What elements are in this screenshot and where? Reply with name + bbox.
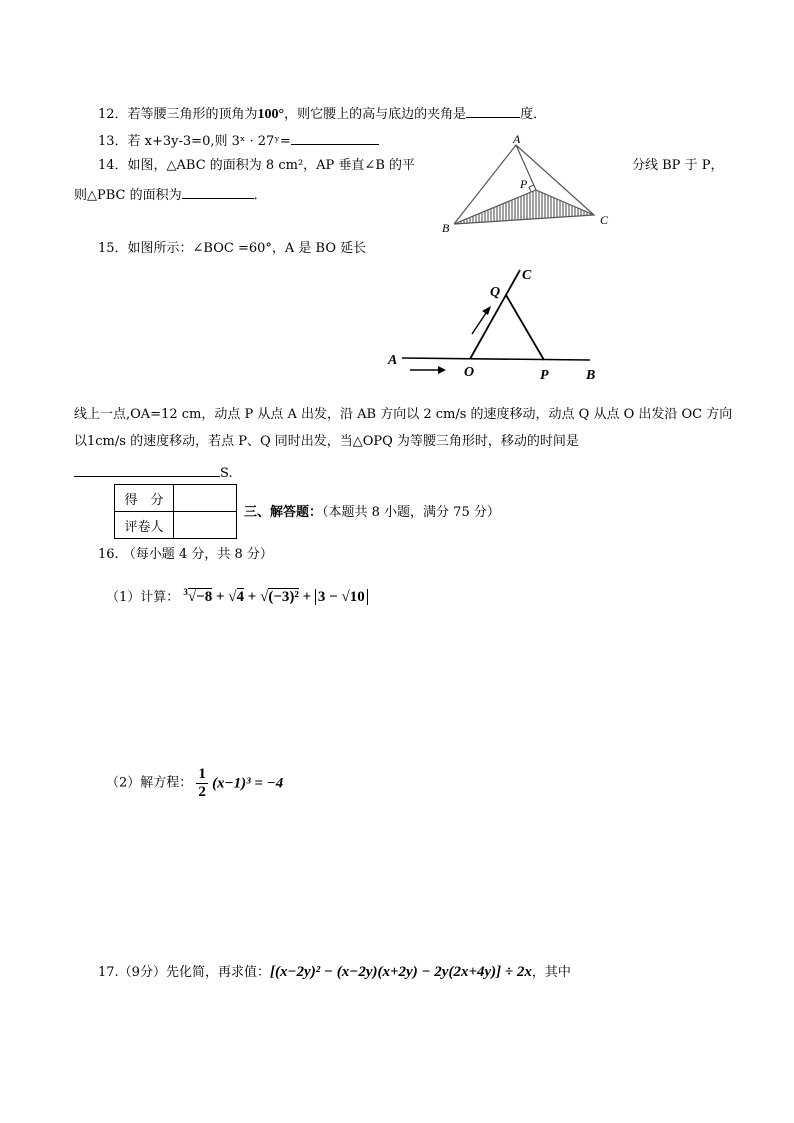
q13-answer-blank[interactable] — [291, 131, 379, 145]
q16-header: 16. （每小题 4 分，共 8 分） — [98, 547, 273, 562]
section-3-title: 三、解答题： — [244, 505, 323, 520]
q12-mid: ，则它腰上的高与底边的夹角是 — [284, 107, 467, 122]
radicand-3: (−3)² — [268, 589, 299, 605]
score-label: 得 分 — [115, 485, 174, 512]
q17-prefix: 17.（9分）先化简，再求值： — [98, 965, 270, 980]
fig2-label-a: A — [388, 353, 398, 368]
radicand-2: 4 — [236, 589, 245, 605]
q15-line2: 线上一点,OA=12 cm，动点 P 从点 A 出发，沿 AB 方向以 2 cm/s 的速度移动，动点 Q 从点 O 出发沿 OC 方向 — [74, 407, 733, 422]
fig1-label-p: P — [520, 177, 528, 191]
question-17 — [98, 960, 571, 985]
score-cell[interactable] — [174, 485, 237, 512]
cube-root-index: 3 — [183, 587, 188, 597]
fig2-label-c: C — [522, 268, 532, 283]
fraction-denominator: 2 — [198, 784, 206, 800]
question-14-line1 — [98, 157, 415, 175]
question-15-line4 — [74, 463, 233, 483]
radicand-1: −8 — [196, 589, 213, 605]
arrow-head-ab — [438, 366, 446, 374]
question-15-line1 — [98, 240, 366, 258]
line-ab — [402, 358, 590, 360]
equation-body: (x−1)³ = −4 — [212, 775, 284, 792]
q17-suffix: ，其中 — [531, 965, 571, 980]
q12-answer-blank[interactable] — [466, 104, 520, 118]
fig2-label-o: O — [464, 365, 475, 380]
triangle-figure — [436, 132, 616, 238]
fig2-label-b: B — [586, 368, 596, 383]
arrow-head-oc — [482, 306, 491, 315]
q16-p2-label: （2）解方程： — [106, 775, 193, 791]
fig2-label-p: P — [540, 368, 549, 383]
q14-line1b: 分线 BP 于 P， — [632, 158, 724, 173]
q14-line2b: ． — [253, 188, 267, 203]
question-14-line2 — [74, 185, 267, 205]
question-12 — [98, 104, 546, 124]
q16-p1-label: （1）计算： — [106, 590, 180, 605]
section-3-heading — [244, 504, 500, 522]
q12-suffix: 度． — [520, 107, 547, 122]
q17-expression: [(x−2y)² − (x−2y)(x+2y) − 2y(2x+4y)] ÷ 2x — [269, 964, 532, 980]
question-15-line3 — [74, 433, 579, 451]
grader-cell[interactable] — [174, 512, 237, 539]
segment-qp — [506, 295, 544, 360]
fig1-label-a: A — [513, 132, 521, 146]
question-16-part1 — [106, 581, 368, 609]
ray-oc — [470, 270, 520, 359]
q13-text: 13．若 x+3y-3=0,则 3ˣ · 27ʸ= — [98, 134, 291, 149]
section-3-note: （本题共 8 小题，满分 75 分） — [322, 505, 500, 520]
q14-line1a: 14．如图，△ABC 的面积为 8 cm²，AP 垂直∠B 的平 — [98, 158, 416, 173]
question-16-header — [98, 546, 273, 564]
q15-line3: 以1cm/s 的速度移动，若点 P、Q 同时出发，当△OPQ 为等腰三角形时，移动的时间是 — [74, 434, 579, 449]
angle-figure — [384, 262, 604, 386]
q14-answer-blank[interactable] — [182, 185, 254, 199]
fraction-numerator: 1 — [198, 766, 206, 782]
q16-p1-expression: $^3$√−8 + √4 + √(−3)² + 3 − √10 — [183, 589, 367, 605]
fig1-label-b: B — [442, 221, 450, 235]
question-14-line1b — [632, 157, 723, 175]
grader-label: 评卷人 — [115, 512, 174, 539]
question-13 — [98, 131, 379, 151]
q15-suffix: S. — [220, 466, 233, 481]
question-15-line2 — [74, 406, 732, 424]
fraction-one-half — [196, 766, 208, 801]
q12-prefix: 12．若等腰三角形的顶角为 — [98, 107, 258, 122]
absolute-value: 3 − √10 — [315, 589, 368, 605]
q15-line1: 15．如图所示：∠BOC =60°，A 是 BO 延长 — [98, 241, 367, 256]
q12-angle: 100° — [257, 107, 285, 122]
q15-answer-blank[interactable] — [74, 463, 220, 477]
fig2-label-q: Q — [490, 285, 501, 300]
score-table — [114, 484, 237, 539]
question-16-part2 — [106, 766, 283, 801]
plus-sign-1: + — [215, 589, 225, 605]
fig1-label-c: C — [600, 213, 609, 227]
q14-line2a: 则△PBC 的面积为 — [74, 188, 182, 203]
